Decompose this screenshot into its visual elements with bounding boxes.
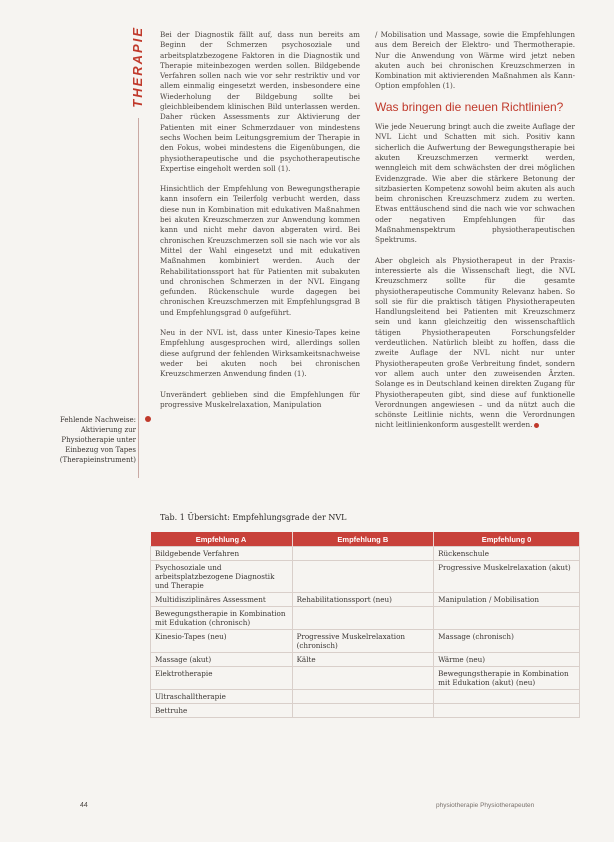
table-cell: Massage (chronisch) bbox=[434, 630, 580, 653]
table-cell: Elektrotherapie bbox=[151, 667, 293, 690]
end-of-article-icon bbox=[534, 423, 539, 428]
table-row bbox=[151, 653, 580, 667]
table-cell bbox=[292, 667, 434, 690]
paragraph: Bei der Diagnostik fällt auf, dass nun bereits am Beginn der Schmerzen psychosoziale und arbeitsplatzbezogene Faktoren in die Diagnostik und Therapie miteinbezogen werden sollen. Bildgebende Verfahren sollen nach wie vor sehr restriktiv und vor allem einmalig eingesetzt werden, insbesondere eine Wiederholung der Bildgebung sollte bei gleichbleibendem klinischen Bild unterlassen werden. Daher rücken Assessments zur Aktivierung der Patienten mit einer Schmerzdauer von mindestens sechs Wochen beim Leitungsgremium der Therapie in den Fokus, wobei mindestens die Eigenübungen, die physiotherapeutische und die psychotherapeutische Expertise eingeholt werden soll (1). bbox=[160, 30, 360, 173]
table-cell: Manipulation / Mobilisation bbox=[434, 593, 580, 607]
table-caption: Tab. 1 Übersicht: Empfehlungsgrade der NVL bbox=[160, 513, 347, 522]
table-cell: Rehabilitationssport (neu) bbox=[292, 593, 434, 607]
table-cell: Bettruhe bbox=[151, 704, 293, 718]
table-cell: Ultraschalltherapie bbox=[151, 690, 293, 704]
paragraph: Hinsichtlich der Empfehlung von Bewegungstherapie kann insofern ein Teilerfolg verbucht werden, dass diese nun in Kombination mit edukativen Maßnahmen bei akuten Kreuzschmerzen zur Anwendung kommen kann und nicht mehr davon abgeraten wird. Bei chronischen Kreuzschmerzen soll sie nach wie vor als Mittel der Wahl eingesetzt und mit edukativen Maßnahmen kombiniert werden. Auch der Rehabilitationssport hat für Patienten mit subakuten und chronischen Schmerzen in der NVL Eingang gefunden. Rückenschule wurde dagegen bei chronischen Kreuzschmerzen mit Empfehlungsgrad B und Empfehlungsgrad 0 aufgeführt. bbox=[160, 184, 360, 317]
table-row bbox=[151, 561, 580, 593]
margin-marker-icon bbox=[145, 416, 151, 422]
table-cell bbox=[292, 547, 434, 561]
table-header-row bbox=[151, 532, 580, 547]
table-cell: Multidisziplinäres Assessment bbox=[151, 593, 293, 607]
table-cell bbox=[292, 561, 434, 593]
paragraph: Neu in der NVL ist, dass unter Kinesio-Tapes keine Empfehlung ausgesprochen wird, allerdings sollen diese aufgrund der fehlenden Wirksamkeitsnachweise weder bei akuten noch bei chronischen Kreuzschmerzen Anwendung finden (1). bbox=[160, 328, 360, 379]
table-cell bbox=[434, 690, 580, 704]
table-cell: Rückenschule bbox=[434, 547, 580, 561]
table-row bbox=[151, 690, 580, 704]
table-cell: Psychosoziale und arbeitsplatzbezogene Diagnostik und Therapie bbox=[151, 561, 293, 593]
table-cell: Bewegungstherapie in Kombination mit Edukation (chronisch) bbox=[151, 607, 293, 630]
table-row bbox=[151, 547, 580, 561]
paragraph-text: Aber obgleich als Physiotherapeut in der Praxis- interessierte als die Wissenschaft liegt, die NVL Kreuzschmerz sollte für die gesamte physiotherapeutische Community Relevanz haben. So soll sie für die praktisch tätigen Physiotherapeuten Handlungsleitend bei Patienten mit Kreuzschmerz sein und kann gleichzeitig den wissenschaftlich tätigen Physiotherapeuten Forschungsfelder verdeutlichen. Natürlich bleibt zu hoffen, dass die zweite Auflage der NVL nicht nur unter Physiotherapeuten große Verbreitung findet, sondern vor allem auch unter den zuweisenden Ärzten. Solange es in Deutschland keinen direkten Zugang für Physiotherapeuten gibt, sind diese auf funktionelle Verordnungen angewiesen – und da nützt auch die schönste Leitlinie nichts, wenn die Verordnungen nicht leitlinienkonform ausgestellt werden. bbox=[375, 255, 575, 430]
table-row bbox=[151, 593, 580, 607]
margin-note: Fehlende Nachweise: Aktivierung zur Physiotherapie unter Einbezug von Tapes (Therapieinstrument) bbox=[59, 416, 136, 464]
text-column-left bbox=[160, 30, 360, 420]
table-cell: Kälte bbox=[292, 653, 434, 667]
table-header-cell: Empfehlung 0 bbox=[434, 532, 580, 547]
table-row bbox=[151, 667, 580, 690]
paragraph: Unverändert geblieben sind die Empfehlungen für progressive Muskelrelaxation, Manipulation bbox=[160, 389, 360, 409]
paragraph bbox=[375, 256, 575, 431]
table-row bbox=[151, 630, 580, 653]
table-cell bbox=[434, 607, 580, 630]
table-cell bbox=[292, 607, 434, 630]
table-row bbox=[151, 607, 580, 630]
table-cell: Kinesio-Tapes (neu) bbox=[151, 630, 293, 653]
table-cell: Bildgebende Verfahren bbox=[151, 547, 293, 561]
section-side-label: THERAPIE bbox=[130, 26, 145, 108]
table-cell bbox=[434, 704, 580, 718]
table-cell: Bewegungstherapie in Kombination mit Edukation (akut) (neu) bbox=[434, 667, 580, 690]
table-cell: Progressive Muskelrelaxation (chronisch) bbox=[292, 630, 434, 653]
text-column-right bbox=[375, 30, 575, 441]
paragraph: / Mobilisation und Massage, sowie die Empfehlungen aus dem Bereich der Elektro- und Thermotherapie. Nur die Anwendung von Wärme wird jetzt neben akuten auch bei chronischen Kreuzschmerzen in Kombination mit aktivierenden Maßnahmen als Kann-Option empfohlen (1). bbox=[375, 30, 575, 91]
journal-footer: physiotherapie Physiotherapeuten bbox=[436, 802, 535, 809]
paragraph: Wie jede Neuerung bringt auch die zweite Auflage der NVL Licht und Schatten mit sich. Positiv kann sicherlich die Aufwertung der Bewegungstherapie bei akuten Kreuzschmerzen vermerkt werden, wenngleich mit dem schwächsten der drei möglichen Evidenzgrade. Wie aber die stärkere Betonung der sitzbasierten Kompetenz sowohl beim akuten als auch beim chronischen Kreuzschmerz zudem zu werten. Etwas enttäuschend sind die nach wie vor schwachen oder negativen Empfehlungen für das Maßnahmenspektrum physiotherapeutischen Spektrums. bbox=[375, 122, 575, 245]
recommendation-table bbox=[150, 532, 580, 718]
table-row bbox=[151, 704, 580, 718]
page-number: 44 bbox=[80, 802, 88, 809]
section-heading: Was bringen die neuen Richtlinien? bbox=[375, 99, 564, 114]
table-cell: Progressive Muskelrelaxation (akut) bbox=[434, 561, 580, 593]
table-cell bbox=[292, 690, 434, 704]
vertical-divider bbox=[138, 118, 139, 478]
table-cell bbox=[292, 704, 434, 718]
table-cell: Massage (akut) bbox=[151, 653, 293, 667]
table-cell: Wärme (neu) bbox=[434, 653, 580, 667]
table-header-cell: Empfehlung B bbox=[292, 532, 434, 547]
table-header-cell: Empfehlung A bbox=[151, 532, 293, 547]
